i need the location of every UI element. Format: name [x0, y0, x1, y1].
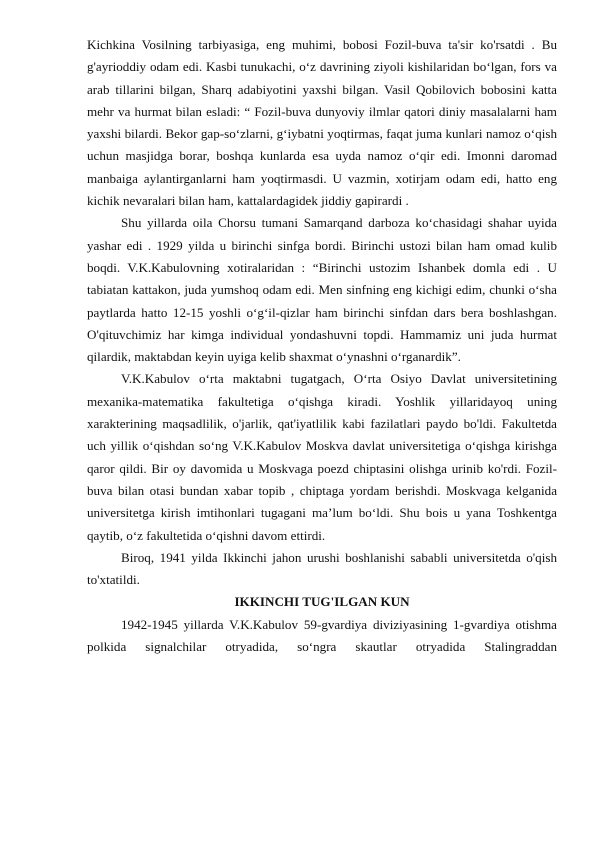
paragraph-2: Shu yillarda oila Chorsu tumani Samarqand darboza ko‘chasidagi shahar uyida yashar edi . 1929 yilda u birinchi sinfga bordi. Birinchi ustozi bilan ham omad kulib boqdi. V.K.Kabulovning xotiralaridan : “Birinchi ustozim Ishanbek domla edi . U tabiatan kattakon, juda yumshoq odam edi. Men sinfning eng kichigi edim, chunki o‘sha paytlarda hatto 12-15 yoshli o‘g‘il-qizlar ham birinchi sinfdan dars bera boshlashgan. O'qituvchimiz har kimga individual yondashuvni topdi. Hammamiz uni juda hurmat qilardik, maktabdan keyin uyiga kelib shaxmat o‘ynashni o‘rganardik”.	[87, 215, 557, 365]
section-heading: IKKINCHI TUG'ILGAN KUN	[234, 594, 410, 610]
paragraph-5: 1942-1945 yillarda V.K.Kabulov 59-gvardiya diviziyasining 1-gvardiya otishma polkida signalchilar otryadida, so‘ngra skautlar otryadida Stalingraddan	[87, 616, 557, 655]
paragraph-3: V.K.Kabulov o‘rta maktabni tugatgach, O‘rta Osiyo Davlat universitetining mexanika-matematika fakultetiga o‘qishga kiradi. Yoshlik yillaridayoq uning xarakterining maqsadlilik, o'jarlik, qat'iyatlilik kabi fazilatlari paydo bo'ldi. Fakultetda uch yillik o‘qishdan so‘ng V.K.Kabulov Moskva davlat universitetiga o‘qishga kirishga qaror qildi. Bir oy davomida u Moskvaga poezd chiptasini olishga urinib ko'rdi. Fozil-buva bilan otasi bundan xabar topib , chiptaga yordam berishdi. Moskvaga kelganida universitetga kirish imtihonlari tugagani ma’lum bo‘ldi. Shu bois u yana Toshkentga qaytib, o‘z fakultetida o‘qishni davom ettirdi.	[87, 371, 557, 543]
paragraph-4: Biroq, 1941 yilda Ikkinchi jahon urushi boshlanishi sababli universitetda o'qish to'xtatildi.	[87, 549, 557, 588]
document-page	[87, 34, 557, 658]
paragraph-1: Kichkina Vosilning tarbiyasiga, eng muhimi, bobosi Fozil-buva ta'sir ko'rsatdi . Bu g'ayrioddiy odam edi. Kasbi tunukachi, o‘z davrining ziyoli kishilaridan bo‘lgan, fors va arab tillarini bilgan, Sharq adabiyotini yaxshi bilgan. Vasil Qobilovich bobosini katta mehr va hurmat bilan esladi: “ Fozil-buva dunyoviy ilmlar qatori diniy masalalarni ham yaxshi bilardi. Bekor gap-so‘zlarni, g‘iybatni yoqtirmas, faqat juma kunlari namoz o‘qish uchun masjidga borar, boshqa kunlarda esa uyda namoz o‘qir edi. Imonni daromad manbaiga aylantirganlarni ham yoqtirmasdi. U vazmin, xotirjam odam edi, hatto eng kichik nevaralari bilan ham, kattalardagidek jiddiy gapirardi .	[87, 37, 557, 209]
